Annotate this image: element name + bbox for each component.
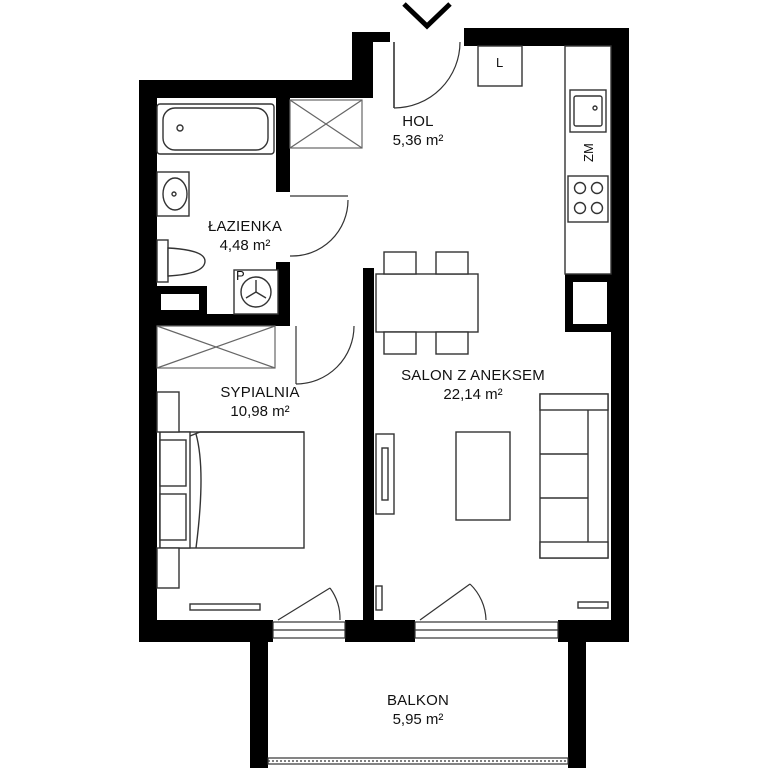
tv <box>382 448 388 500</box>
dining-table <box>376 274 478 332</box>
room-area: 5,36 m² <box>392 131 444 149</box>
room-name: SALON Z ANEKSEM <box>401 367 545 384</box>
room-label-balkon <box>368 692 468 730</box>
room-label-sypialnia <box>205 384 315 422</box>
room-label-lazienka <box>190 218 300 256</box>
room-name: HOL <box>402 113 434 130</box>
toilet <box>157 240 168 282</box>
room-name: BALKON <box>386 692 450 709</box>
bathroom-fixtures <box>157 104 278 314</box>
living-furniture <box>376 394 608 610</box>
room-name: ŁAZIENKA <box>207 218 283 235</box>
coffee-table <box>456 432 510 520</box>
room-label-hol <box>370 113 466 151</box>
room-area: 10,98 m² <box>230 402 290 420</box>
room-area: 5,95 m² <box>392 710 444 728</box>
dishwasher-mark: ZM <box>581 143 596 162</box>
kitchen-column-inner <box>573 282 607 324</box>
room-label-salon <box>388 367 558 405</box>
fridge-mark: L <box>496 55 504 70</box>
room-area: 4,48 m² <box>219 236 271 254</box>
bedroom-furniture <box>157 392 304 610</box>
entrance-arrow-icon <box>404 4 450 26</box>
washer-mark: P <box>236 268 245 283</box>
room-name: SYPIALNIA <box>220 384 300 401</box>
sofa <box>540 394 608 558</box>
dining-set <box>376 252 478 354</box>
room-area: 22,14 m² <box>443 385 503 403</box>
cooktop <box>568 176 608 222</box>
